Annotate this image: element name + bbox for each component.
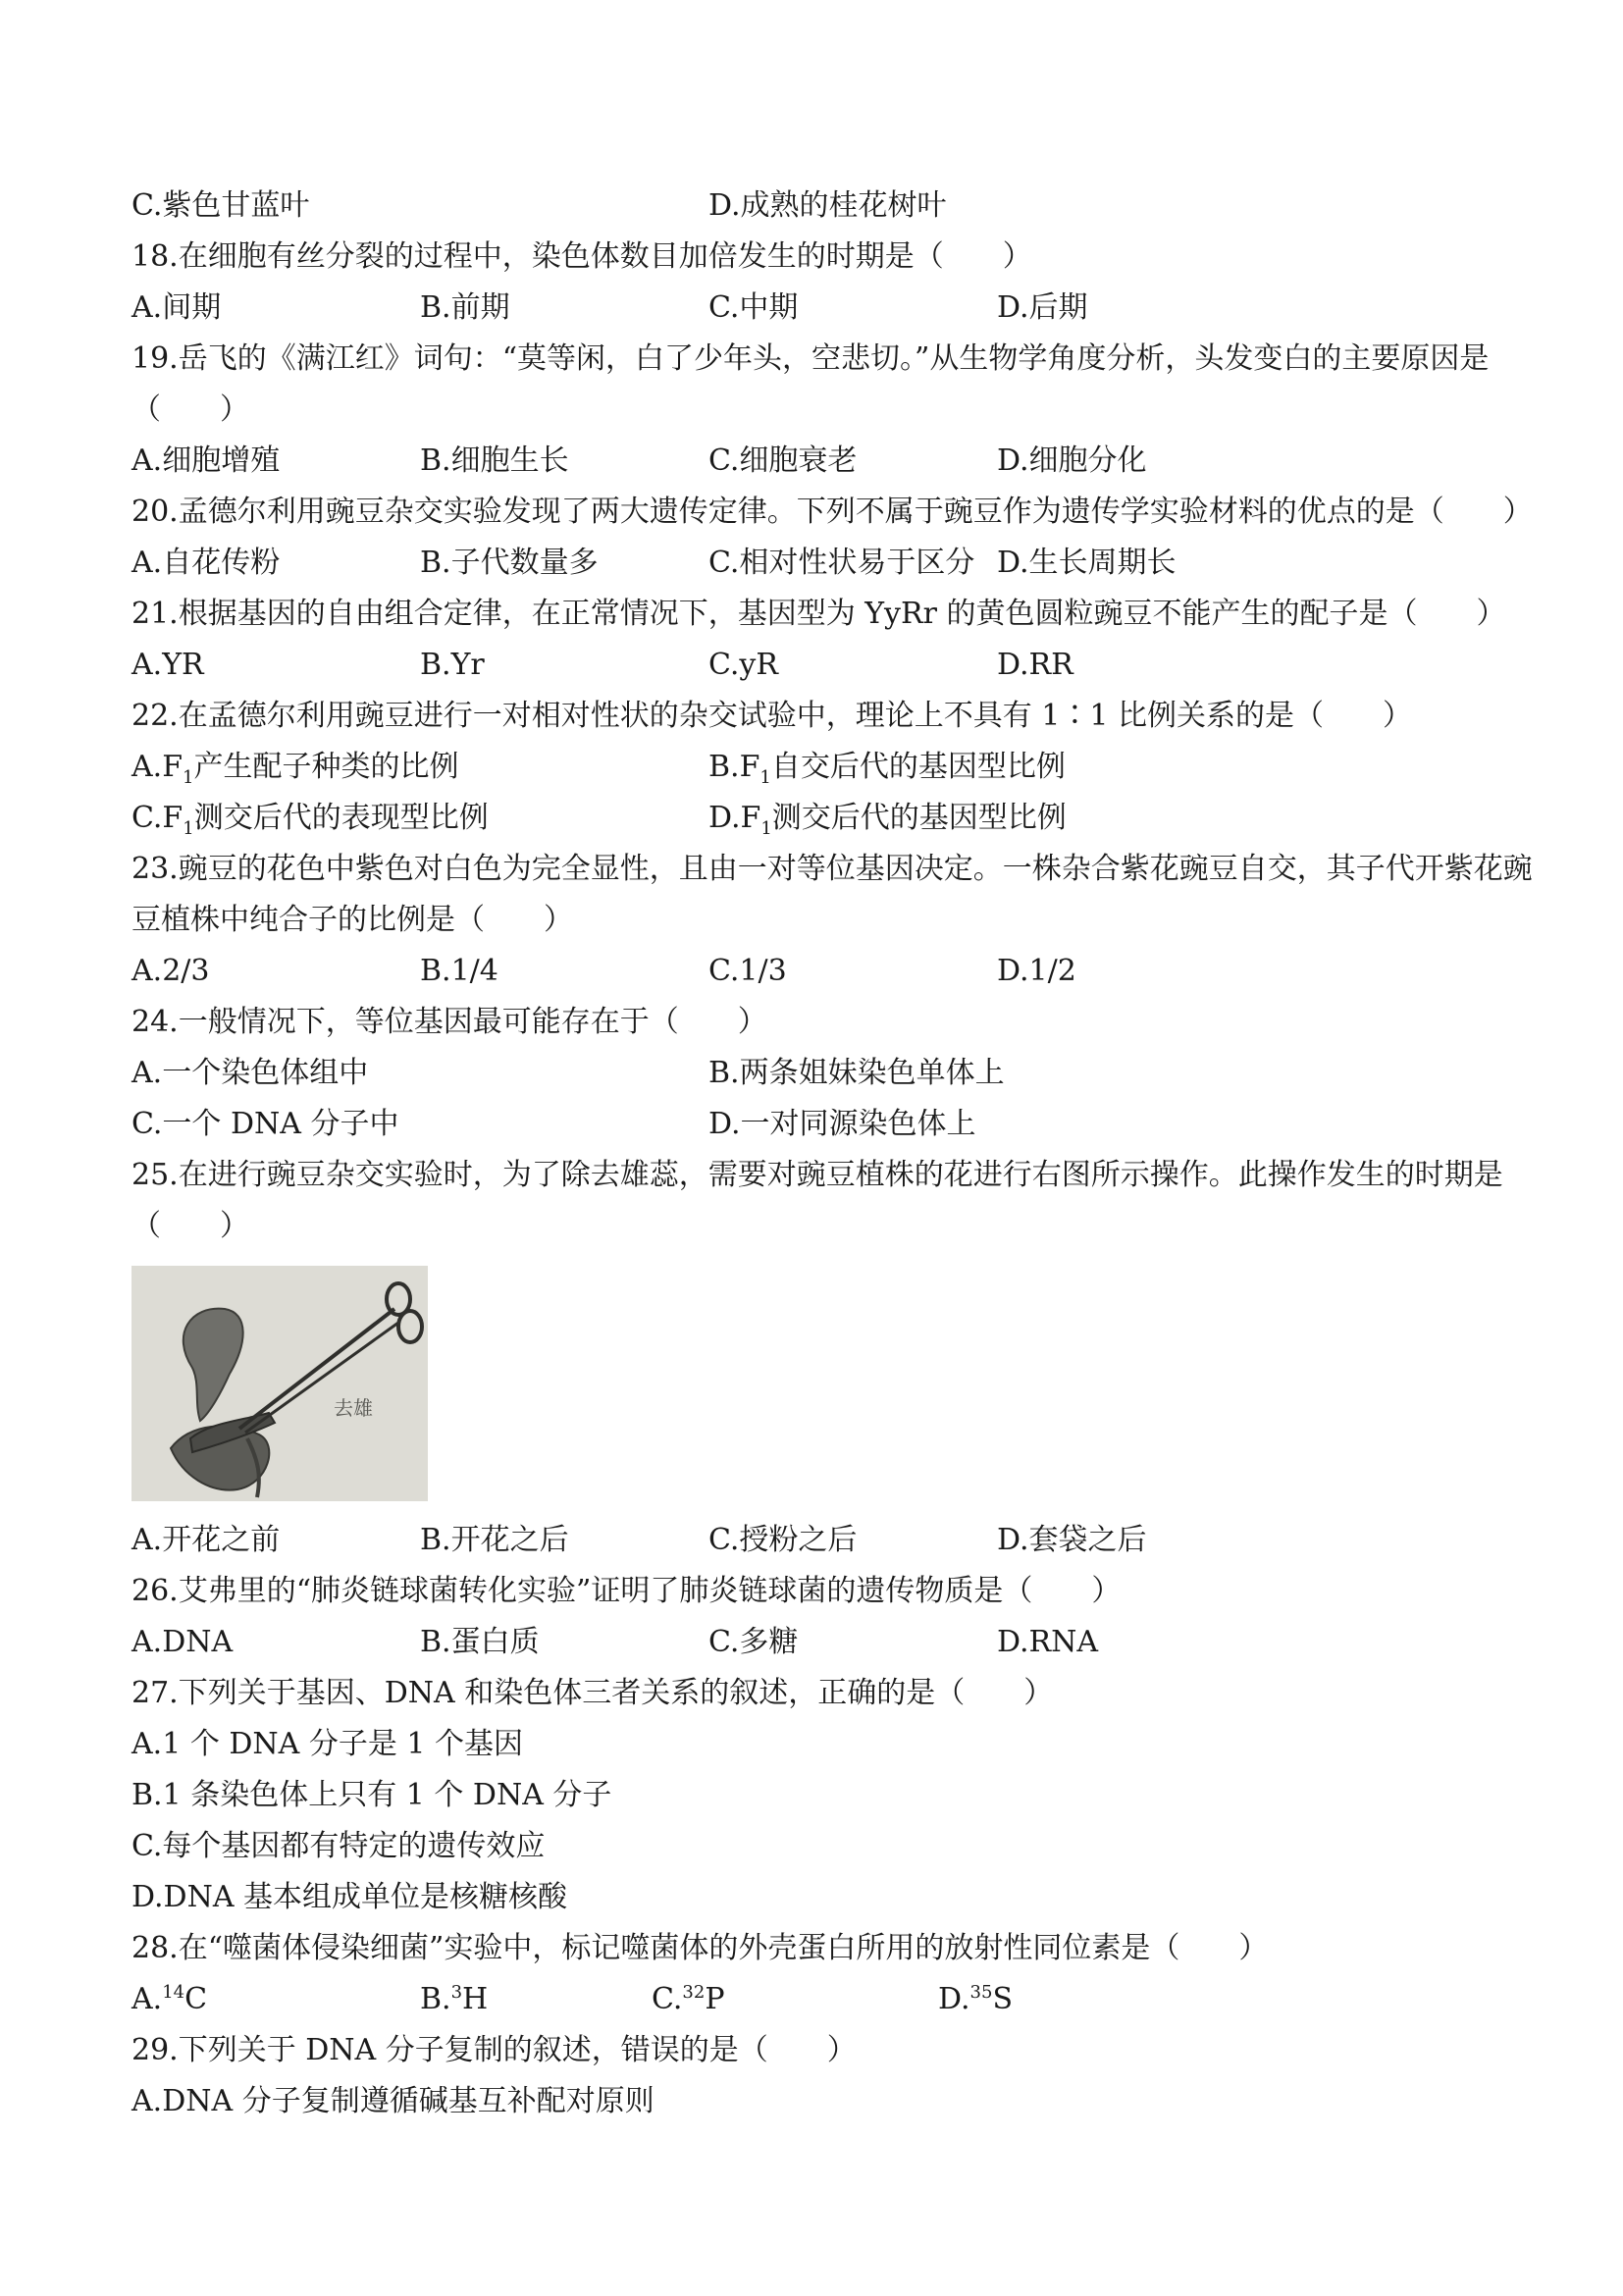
q21-option-c: C.yR [708, 648, 778, 682]
q27-option-c: C.每个基因都有特定的遗传效应 [131, 1829, 546, 1863]
q26-option-a: A.DNA [131, 1625, 234, 1659]
q18-stem: 18.在细胞有丝分裂的过程中，染色体数目加倍发生的时期是（ ） [131, 239, 1032, 274]
q21-option-a: A.YR [131, 648, 204, 682]
q20-stem: 20.孟德尔利用豌豆杂交实验发现了两大遗传定律。下列不属于豌豆作为遗传学实验材料的优点的是（ ） [131, 495, 1533, 529]
flower-scissors-illustration [131, 1266, 428, 1501]
q28-option-a: A.$^{14}$C [131, 1982, 208, 2016]
q24-option-a: A.一个染色体组中 [131, 1056, 369, 1090]
q19-stem-cont: （ ） [131, 392, 249, 427]
q18-option-b: B.前期 [420, 290, 510, 325]
q18-option-c: C.中期 [708, 290, 799, 325]
q25-option-d: D.套袋之后 [997, 1523, 1147, 1557]
q28-stem: 28.在“噬菌体侵染细菌”实验中，标记噬菌体的外壳蛋白所用的放射性同位素是（ ） [131, 1931, 1269, 1965]
q23-stem-cont: 豆植株中纯合子的比例是（ ） [131, 903, 573, 937]
q24-stem: 24.一般情况下，等位基因最可能存在于（ ） [131, 1005, 767, 1039]
q28-option-b: B.$^3$H [420, 1982, 489, 2016]
q17-option-c: C.紫色甘蓝叶 [131, 188, 310, 223]
q26-option-c: C.多糖 [708, 1625, 799, 1659]
q19-stem: 19.岳飞的《满江红》词句：“莫等闲，白了少年头，空悲切。”从生物学角度分析，头发变白的主要原因是 [131, 341, 1490, 376]
q25-option-b: B.开花之后 [420, 1523, 569, 1557]
q19-option-a: A.细胞增殖 [131, 444, 281, 478]
q25-option-c: C.授粉之后 [708, 1523, 858, 1557]
q23-option-b: B.1/4 [420, 954, 498, 988]
q21-stem: 21.根据基因的自由组合定律，在正常情况下，基因型为 YyRr 的黄色圆粒豌豆不能产生的配子是（ ） [131, 597, 1506, 631]
q26-option-b: B.蛋白质 [420, 1625, 540, 1659]
q27-option-a: A.1 个 DNA 分子是 1 个基因 [131, 1727, 524, 1761]
q24-option-c: C.一个 DNA 分子中 [131, 1107, 399, 1141]
q20-option-b: B.子代数量多 [420, 546, 599, 580]
figure-label: 去雄 [334, 1396, 373, 1420]
q24-option-d: D.一对同源染色体上 [708, 1107, 976, 1141]
q23-option-c: C.1/3 [708, 954, 787, 988]
q18-option-d: D.后期 [997, 290, 1088, 325]
q22-option-a: $A.F_1$产生配子种类的比例 [131, 750, 459, 788]
q28-option-c: C.$^{32}$P [652, 1982, 725, 2016]
q22-stem: 22.在孟德尔利用豌豆进行一对相对性状的杂交试验中，理论上不具有 1∶1 比例关系的是（ ） [131, 699, 1412, 733]
q23-stem: 23.豌豆的花色中紫色对白色为完全显性，且由一对等位基因决定。一株杂合紫花豌豆自交，其子代开紫花豌 [131, 852, 1533, 886]
q20-option-c: C.相对性状易于区分 [708, 546, 975, 580]
q20-option-a: A.自花传粉 [131, 546, 281, 580]
q25-option-a: A.开花之前 [131, 1523, 281, 1557]
q20-option-d: D.生长周期长 [997, 546, 1177, 580]
q25-stem: 25.在进行豌豆杂交实验时，为了除去雄蕊，需要对豌豆植株的花进行右图所示操作。此操作发生的时期是 [131, 1158, 1503, 1192]
q29-stem: 29.下列关于 DNA 分子复制的叙述，错误的是（ ） [131, 2033, 857, 2067]
q23-option-d: D.1/2 [997, 954, 1076, 988]
q27-option-d: D.DNA 基本组成单位是核糖核酸 [131, 1880, 568, 1914]
q23-option-a: A.2/3 [131, 954, 210, 988]
q19-option-b: B.细胞生长 [420, 444, 569, 478]
q22-option-b: $B.F_1$自交后代的基因型比例 [708, 750, 1066, 788]
q27-stem: 27.下列关于基因、DNA 和染色体三者关系的叙述，正确的是（ ） [131, 1676, 1054, 1710]
q24-option-b: B.两条姐妹染色单体上 [708, 1056, 1005, 1090]
q21-option-d: D.RR [997, 648, 1073, 682]
q17-option-d: D.成熟的桂花树叶 [708, 188, 947, 223]
q18-option-a: A.间期 [131, 290, 222, 325]
q22-option-c: $C.F_1$测交后代的表现型比例 [131, 801, 489, 839]
q26-option-d: D.RNA [997, 1625, 1099, 1659]
q21-option-b: B.Yr [420, 648, 485, 682]
emasculation-figure [131, 1266, 428, 1501]
q19-option-c: C.细胞衰老 [708, 444, 858, 478]
q29-option-a: A.DNA 分子复制遵循碱基互补配对原则 [131, 2084, 654, 2118]
q25-stem-cont: （ ） [131, 1209, 249, 1243]
q22-option-d: $D.F_1$测交后代的基因型比例 [708, 801, 1067, 839]
q27-option-b: B.1 条染色体上只有 1 个 DNA 分子 [131, 1778, 612, 1812]
q19-option-d: D.细胞分化 [997, 444, 1147, 478]
q28-option-d: D.$^{35}$S [938, 1982, 1013, 2016]
q26-stem: 26.艾弗里的“肺炎链球菌转化实验”证明了肺炎链球菌的遗传物质是（ ） [131, 1574, 1122, 1608]
